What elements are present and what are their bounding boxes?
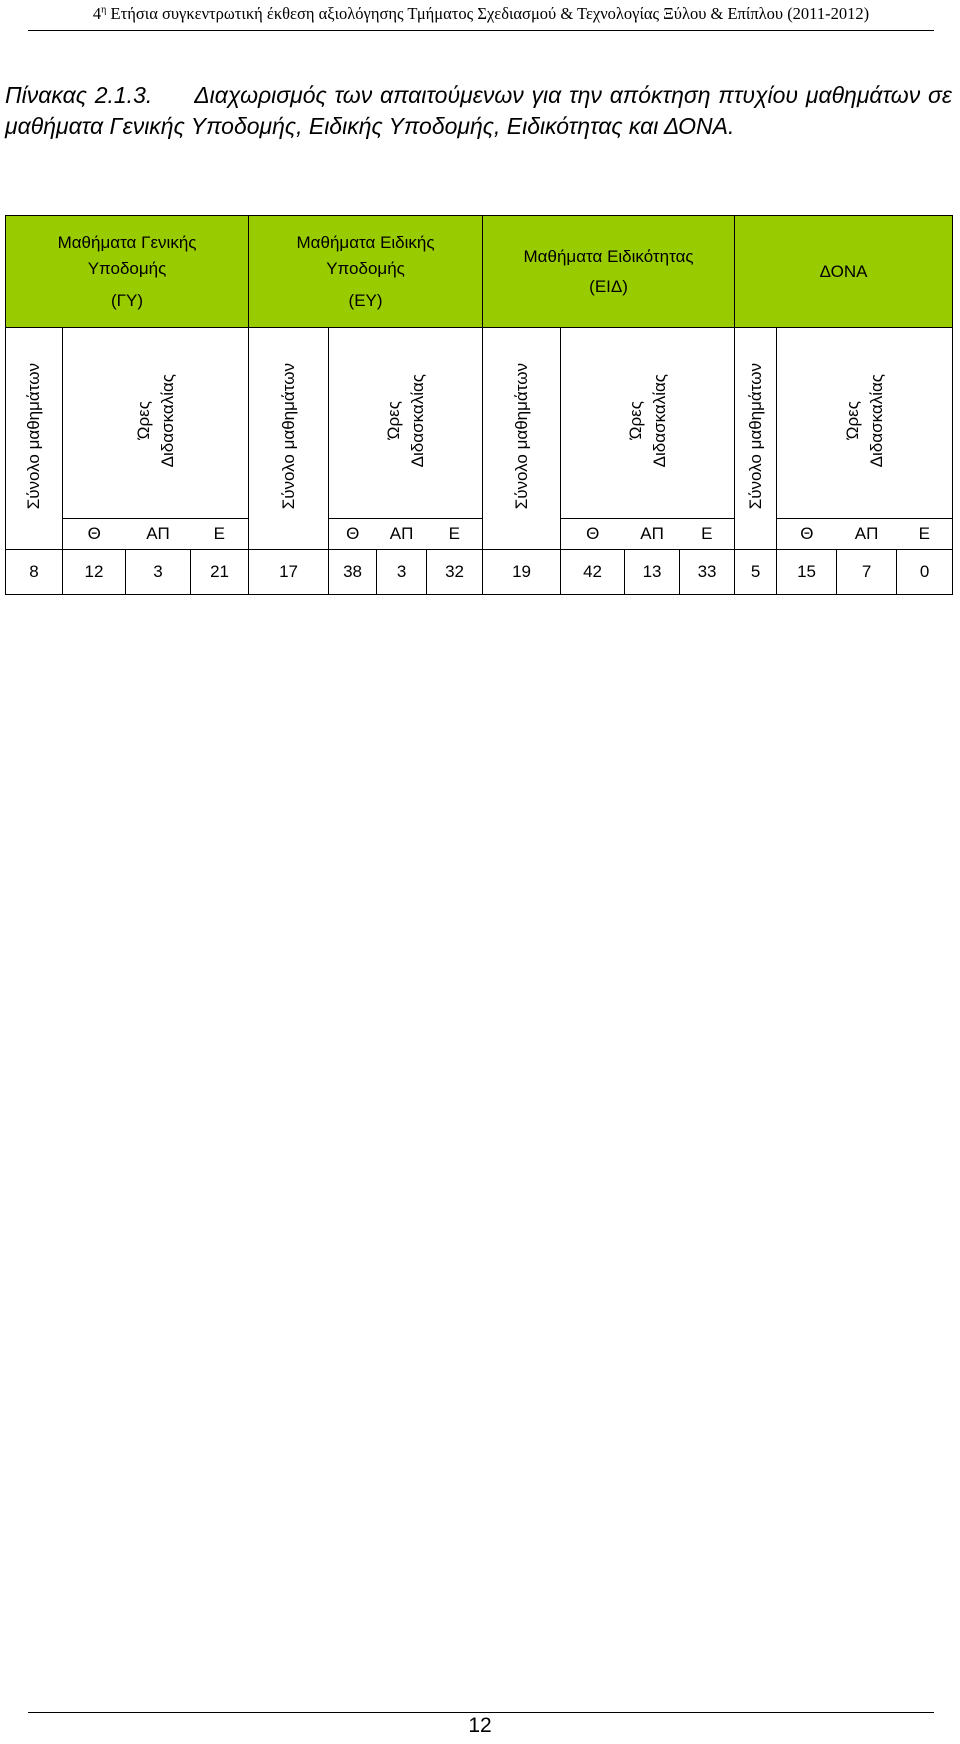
value-cell: 38 <box>329 550 377 595</box>
total-courses-ey: Σύνολο μαθημάτων <box>249 328 329 550</box>
sub-lab: ΑΠ <box>377 519 427 550</box>
hours-eid: Ώρες Διδασκαλίας <box>561 328 735 519</box>
caption-label: Πίνακας 2.1.3. <box>5 82 153 108</box>
total-courses-dona: Σύνολο μαθημάτων <box>735 328 777 550</box>
group-ey: Μαθήματα Ειδικής Υποδομής (ΕΥ) <box>249 216 483 328</box>
page-number: 12 <box>468 1714 492 1737</box>
sub-lab: ΑΠ <box>126 519 191 550</box>
courses-table <box>5 215 953 595</box>
sub-e: Ε <box>897 519 953 550</box>
running-header: $4^\eta$ Ετήσια συγκεντρωτική έκθεση αξιολόγησης Τμήματος Σχεδιασμού & Τεχνολογίας Ξύλου & Επίπλου (2011-2012) <box>28 4 934 31</box>
value-cell: 13 <box>625 550 680 595</box>
value-cell: 17 <box>249 550 329 595</box>
value-cell: 3 <box>377 550 427 595</box>
value-cell: 7 <box>837 550 897 595</box>
value-cell: 5 <box>735 550 777 595</box>
value-cell: 33 <box>680 550 735 595</box>
group-header-row <box>6 216 953 328</box>
sub-theory: Θ <box>561 519 625 550</box>
caption-text: Διαχωρισμός των απαιτούμενων για την απόκτηση πτυχίου μαθημάτων σε μαθήματα Γενικής Υποδομής, Ειδικής Υποδομής, Ειδικότητας και ΔΟΝΑ. <box>5 82 952 139</box>
value-cell: 19 <box>483 550 561 595</box>
hours-ey: Ώρες Διδασκαλίας <box>329 328 483 519</box>
value-cell: 8 <box>6 550 63 595</box>
value-cell: 3 <box>126 550 191 595</box>
sub-e: Ε <box>680 519 735 550</box>
group-gy: Μαθήματα Γενικής Υποδομής (ΓΥ) <box>6 216 249 328</box>
hours-gy: Ώρες Διδασκαλίας <box>63 328 249 519</box>
value-cell: 42 <box>561 550 625 595</box>
footer-rule <box>28 1712 934 1713</box>
value-cell: 21 <box>191 550 249 595</box>
sub-theory: Θ <box>63 519 126 550</box>
value-cell: 32 <box>427 550 483 595</box>
sub-e: Ε <box>427 519 483 550</box>
sub-theory: Θ <box>777 519 837 550</box>
sub-lab: ΑΠ <box>837 519 897 550</box>
table-caption <box>5 80 952 142</box>
total-courses-eid: Σύνολο μαθημάτων <box>483 328 561 550</box>
sub-theory: Θ <box>329 519 377 550</box>
total-courses-gy: Σύνολο μαθημάτων <box>6 328 63 550</box>
group-dona: ΔΟΝΑ <box>735 216 953 328</box>
group-eid: Μαθήματα Ειδικότητας (ΕΙΔ) <box>483 216 735 328</box>
value-cell: 12 <box>63 550 126 595</box>
hours-dona: Ώρες Διδασκαλίας <box>777 328 953 519</box>
sub-lab: ΑΠ <box>625 519 680 550</box>
rotated-header-row <box>6 328 953 519</box>
values-row <box>6 550 953 595</box>
subheader-row <box>6 519 953 550</box>
sub-e: Ε <box>191 519 249 550</box>
value-cell: 15 <box>777 550 837 595</box>
value-cell: 0 <box>897 550 953 595</box>
